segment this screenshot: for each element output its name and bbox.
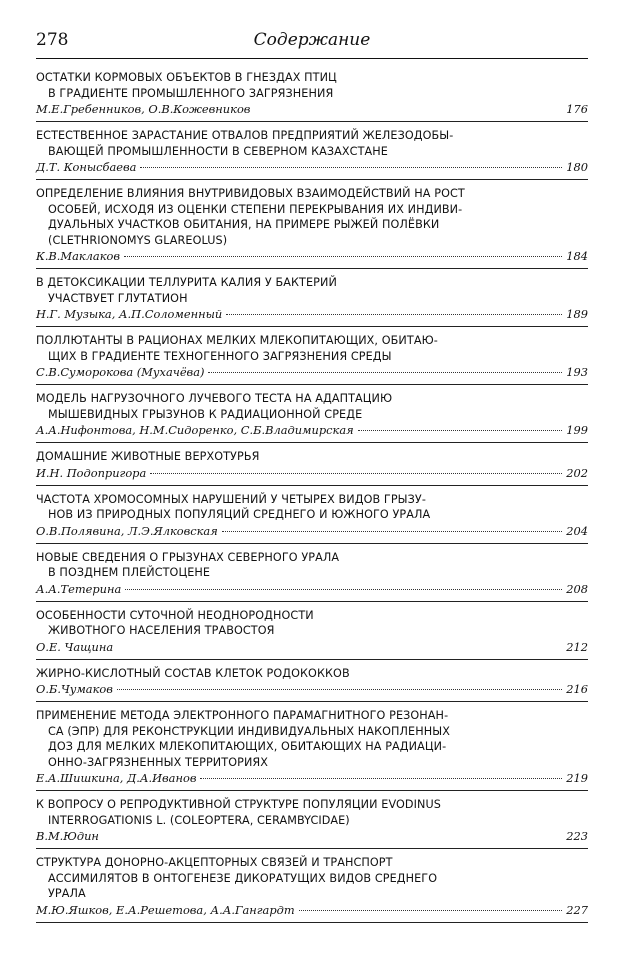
toc-entry [36, 128, 588, 175]
entry-title-line: ОПРЕДЕЛЕНИЕ ВЛИЯНИЯ ВНУТРИВИДОВЫХ ВЗАИМОДЕЙСТВИЙ НА РОСТ [36, 187, 465, 200]
entry-authors-row [36, 581, 588, 597]
entry-title [36, 333, 588, 364]
entry-authors-row [36, 465, 588, 481]
entry-title-line: ВАЮЩЕЙ ПРОМЫШЛЕННОСТИ В СЕВЕРНОМ КАЗАХСТАНЕ [48, 144, 388, 158]
entry-page-number: 216 [566, 682, 588, 696]
toc-entry [36, 708, 588, 786]
entry-title [36, 275, 588, 306]
entry-separator [36, 701, 588, 702]
entry-separator [36, 601, 588, 602]
entry-authors-row [36, 101, 588, 117]
entry-authors-row [36, 364, 588, 380]
entry-title-line: УРАЛА [48, 887, 86, 900]
entry-page-number: 189 [566, 307, 588, 321]
page-number: 278 [36, 30, 69, 50]
entry-title-line: УЧАСТВУЕТ ГЛУТАТИОН [48, 291, 188, 305]
toc-entry [36, 666, 588, 698]
entry-authors: М.Ю.Яшков, Е.А.Решетова, А.А.Гангардт [36, 902, 295, 917]
entry-separator [36, 179, 588, 180]
entry-separator [36, 659, 588, 660]
entry-authors: М.Е.Гребенников, О.В.Кожевников [36, 102, 251, 116]
entry-title [36, 797, 588, 828]
entry-authors: Е.А.Шишкина, Д.А.Иванов [36, 771, 197, 785]
entry-title-line: СТРУКТУРА ДОНОРНО-АКЦЕПТОРНЫХ СВЯЗЕЙ И ТРАНСПОРТ [36, 856, 393, 869]
entry-page-number: 223 [566, 829, 588, 843]
entry-authors: О.Б.Чумаков [36, 682, 113, 696]
entry-title-line: ОСТАТКИ КОРМОВЫХ ОБЪЕКТОВ В ГНЕЗДАХ ПТИЦ [36, 71, 337, 84]
entry-separator [36, 922, 588, 923]
entry-title-line: ДОЗ ДЛЯ МЕЛКИХ МЛЕКОПИТАЮЩИХ, ОБИТАЮЩИХ НА РАДИАЦИ- [48, 740, 447, 753]
entry-title-line: ДОМАШНИЕ ЖИВОТНЫЕ ВЕРХОТУРЬЯ [36, 450, 260, 463]
toc-entry [36, 449, 588, 481]
entry-title [36, 855, 588, 902]
running-title: Содержание [253, 30, 371, 50]
dot-leader [222, 531, 562, 532]
entry-page-number: 199 [566, 423, 588, 437]
entry-title-line: В ПОЗДНЕМ ПЛЕЙСТОЦЕНЕ [48, 566, 211, 579]
entry-title-line: ОСОБЕННОСТИ СУТОЧНОЙ НЕОДНОРОДНОСТИ [36, 608, 314, 622]
entry-title-line: ЩИХ В ГРАДИЕНТЕ ТЕХНОГЕННОГО ЗАГРЯЗНЕНИЯ СРЕДЫ [48, 349, 392, 363]
entry-page-number: 193 [566, 365, 588, 379]
dot-leader [358, 430, 563, 431]
entry-separator [36, 442, 588, 443]
entry-authors-row [36, 681, 588, 697]
entry-title-line: ОСОБЕЙ, ИСХОДЯ ИЗ ОЦЕНКИ СТЕПЕНИ ПЕРЕКРЫВАНИЯ ИХ ИНДИВИ- [48, 202, 463, 216]
entry-title [36, 391, 588, 422]
entry-title-line: НОВ ИЗ ПРИРОДНЫХ ПОПУЛЯЦИЙ СРЕДНЕГО И ЮЖНОГО УРАЛА [48, 508, 431, 521]
entry-separator [36, 790, 588, 791]
entry-title-line: ОННО-ЗАГРЯЗНЕННЫХ ТЕРРИТОРИЯХ [48, 755, 269, 769]
entry-title-line: ЕСТЕСТВЕННОЕ ЗАРАСТАНИЕ ОТВАЛОВ ПРЕДПРИЯТИЙ ЖЕЛЕЗОДОБЫ- [36, 129, 454, 142]
entry-separator [36, 121, 588, 122]
entry-separator [36, 848, 588, 849]
toc-entry [36, 391, 588, 438]
entry-authors: С.В.Суморокова (Мухачёва) [36, 365, 205, 379]
page-header [36, 30, 588, 56]
header-rule [36, 58, 588, 59]
entry-separator [36, 384, 588, 385]
entry-title-line: ДУАЛЬНЫХ УЧАСТКОВ ОБИТАНИЯ, НА ПРИМЕРЕ РЫЖЕЙ ПОЛЁВКИ [48, 218, 440, 231]
entry-title [36, 708, 588, 770]
entry-authors-row [36, 770, 588, 786]
toc-entry [36, 492, 588, 539]
toc-entry [36, 550, 588, 597]
entry-authors: Д.Т. Конысбаева [36, 160, 137, 174]
entry-separator [36, 268, 588, 269]
toc-entry [36, 797, 588, 844]
entry-authors: А.А.Нифонтова, Н.М.Сидоренко, С.Б.Владимирская [36, 423, 354, 437]
entry-title-line: В ДЕТОКСИКАЦИИ ТЕЛЛУРИТА КАЛИЯ У БАКТЕРИЙ [36, 276, 337, 289]
entry-page-number: 176 [566, 102, 588, 116]
entry-separator [36, 485, 588, 486]
entry-title-line: МЫШЕВИДНЫХ ГРЫЗУНОВ К РАДИАЦИОННОЙ СРЕДЕ [48, 407, 363, 421]
entry-authors: А.А.Тетерина [36, 581, 122, 596]
dot-leader [125, 589, 562, 590]
entry-title-line: МОДЕЛЬ НАГРУЗОЧНОГО ЛУЧЕВОГО ТЕСТА НА АДАПТАЦИЮ [36, 392, 393, 405]
toc-entry [36, 70, 588, 117]
entry-title-line: АССИМИЛЯТОВ В ОНТОГЕНЕЗЕ ДИКОРАТУЩИХ ВИДОВ СРЕДНЕГО [48, 871, 438, 885]
entry-title [36, 550, 588, 581]
entry-authors-row [36, 159, 588, 175]
toc-entry [36, 608, 588, 655]
entry-page-number: 184 [566, 249, 588, 263]
entry-separator [36, 326, 588, 327]
entry-page-number: 202 [566, 465, 588, 480]
entry-title [36, 608, 588, 639]
entry-authors: К.В.Маклаков [36, 249, 121, 263]
toc-entries [36, 70, 588, 929]
entry-authors-row [36, 523, 588, 539]
entry-title-line: НОВЫЕ СВЕДЕНИЯ О ГРЫЗУНАХ СЕВЕРНОГО УРАЛА [36, 550, 340, 564]
entry-authors-row [36, 422, 588, 438]
entry-title-line: (CLETHRIONOMYS GLAREOLUS) [48, 233, 228, 247]
entry-authors-row [36, 248, 588, 264]
dot-leader [299, 910, 563, 911]
entry-authors: И.Н. Подопригора [36, 465, 147, 480]
dot-leader [140, 167, 562, 168]
dot-leader [124, 256, 562, 257]
entry-authors-row [36, 828, 588, 844]
entry-authors: О.В.Полявина, Л.Э.Ялковская [36, 523, 218, 538]
entry-title [36, 128, 588, 159]
toc-entry [36, 333, 588, 380]
toc-entry [36, 275, 588, 322]
entry-title [36, 70, 588, 101]
dot-leader [117, 689, 562, 690]
entry-page-number: 208 [566, 581, 588, 596]
entry-title-line: ПРИМЕНЕНИЕ МЕТОДА ЭЛЕКТРОННОГО ПАРАМАГНИТНОГО РЕЗОНАН- [36, 709, 449, 722]
entry-title [36, 666, 588, 682]
entry-authors: Н.Г. Музыка, А.П.Соломенный [36, 307, 223, 321]
entry-page-number: 204 [566, 523, 588, 538]
entry-title [36, 186, 588, 248]
entry-title-line: ЧАСТОТА ХРОМОСОМНЫХ НАРУШЕНИЙ У ЧЕТЫРЕХ ВИДОВ ГРЫЗУ- [36, 492, 426, 506]
entry-authors: В.М.Юдин [36, 829, 99, 843]
entry-title [36, 449, 588, 465]
entry-authors-row [36, 639, 588, 655]
entry-title-line: СА (ЭПР) ДЛЯ РЕКОНСТРУКЦИИ ИНДИВИДУАЛЬНЫХ НАКОПЛЕННЫХ [48, 724, 450, 738]
toc-entry [36, 855, 588, 918]
entry-separator [36, 543, 588, 544]
dot-leader [200, 778, 562, 779]
dot-leader [226, 314, 562, 315]
dot-leader [150, 473, 562, 474]
entry-page-number: 180 [566, 160, 588, 174]
entry-title-line: К ВОПРОСУ О РЕПРОДУКТИВНОЙ СТРУКТУРЕ ПОПУЛЯЦИИ EVODINUS [36, 798, 441, 811]
entry-authors: О.Е. Чащина [36, 639, 114, 654]
entry-page-number: 219 [566, 771, 588, 785]
entry-title-line: INTERROGATIONIS L. (COLEOPTERA, CERAMBYCIDAE) [48, 813, 350, 827]
entry-title-line: ЖИРНО-КИСЛОТНЫЙ СОСТАВ КЛЕТОК РОДОКОККОВ [36, 666, 350, 680]
toc-entry [36, 186, 588, 264]
entry-title-line: ПОЛЛЮТАНТЫ В РАЦИОНАХ МЕЛКИХ МЛЕКОПИТАЮЩИХ, ОБИТАЮ- [36, 334, 438, 347]
entry-authors-row [36, 902, 588, 918]
entry-title-line: В ГРАДИЕНТЕ ПРОМЫШЛЕННОГО ЗАГРЯЗНЕНИЯ [48, 86, 334, 100]
dot-leader [208, 372, 562, 373]
entry-page-number: 227 [566, 902, 588, 917]
entry-title-line: ЖИВОТНОГО НАСЕЛЕНИЯ ТРАВОСТОЯ [48, 624, 275, 637]
entry-page-number: 212 [566, 639, 588, 654]
entry-authors-row [36, 306, 588, 322]
entry-title [36, 492, 588, 523]
